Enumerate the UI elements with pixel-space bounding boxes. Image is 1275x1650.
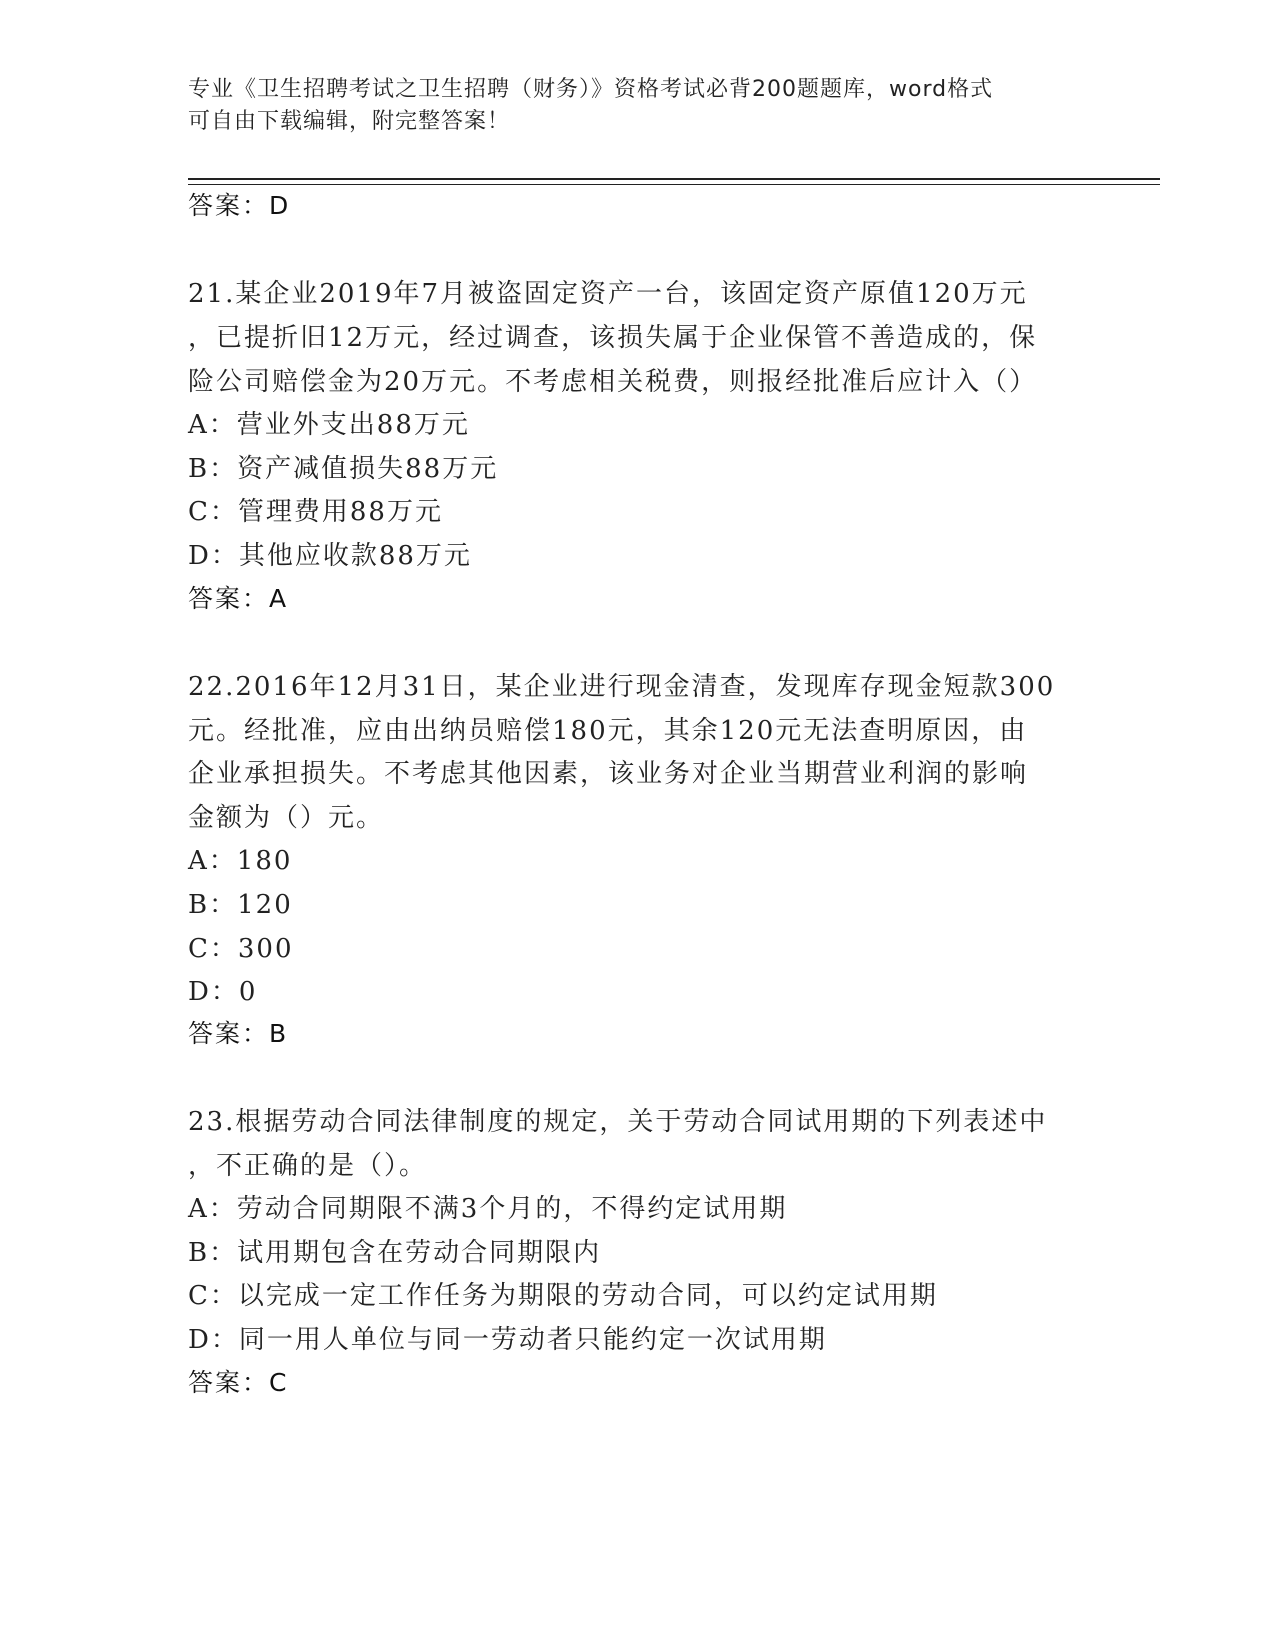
q22-stem-line-3: 企业承担损失。不考虑其他因素，该业务对企业当期营业利润的影响 (188, 759, 1029, 789)
q23-option-d: D：同一用人单位与同一劳动者只能约定一次试用期 (188, 1325, 827, 1355)
q23-option-a: A：劳动合同期限不满3个月的，不得约定试用期 (188, 1194, 788, 1224)
q23-option-b: B：试用期包含在劳动合同期限内 (188, 1238, 602, 1268)
header-divider-thin (188, 184, 1160, 185)
q23-answer: 答案：C (188, 1368, 289, 1397)
header-line-2: 可自由下载编辑，附完整答案！ (188, 109, 511, 134)
q22-option-d: D：0 (188, 977, 258, 1007)
q21-stem-line-2: ，已提折旧12万元，经过调查，该损失属于企业保管不善造成的，保 (188, 323, 1038, 353)
q22-stem-line-1: 22.2016年12月31日，某企业进行现金清查，发现库存现金短款300 (188, 672, 1056, 702)
q21-stem-line-1: 21.某企业2019年7月被盗固定资产一台，该固定资产原值120万元 (188, 279, 1028, 309)
q22-option-a: A：180 (188, 846, 293, 876)
q23-stem-line-1: 23.根据劳动合同法律制度的规定，关于劳动合同试用期的下列表述中 (188, 1107, 1048, 1137)
q22-stem-line-4: 金额为（）元。 (188, 803, 385, 833)
q21-option-c: C：管理费用88万元 (188, 497, 443, 527)
document-header (188, 74, 1068, 138)
q22-option-b: B：120 (188, 890, 293, 920)
header-line-1: 专业《卫生招聘考试之卫生招聘（财务）》资格考试必背200题题库，word格式 (188, 77, 994, 102)
q23-stem-line-2: ，不正确的是（）。 (188, 1151, 428, 1181)
q21-stem-line-3: 险公司赔偿金为20万元。不考虑相关税费，则报经批准后应计入（） (188, 367, 1038, 397)
q21-option-a: A：营业外支出88万元 (188, 410, 470, 440)
q22-answer: 答案：B (188, 1019, 289, 1048)
q22-stem-line-2: 元。经批准，应由出纳员赔偿180元，其余120元无法查明原因，由 (188, 716, 1028, 746)
previous-answer: 答案：D (188, 191, 291, 220)
q21-option-d: D：其他应收款88万元 (188, 541, 472, 571)
q22-option-c: C：300 (188, 934, 294, 964)
q21-option-b: B：资产减值损失88万元 (188, 454, 499, 484)
header-divider-thick (188, 178, 1160, 180)
q23-option-c: C：以完成一定工作任务为期限的劳动合同，可以约定试用期 (188, 1281, 938, 1311)
q21-answer: 答案：A (188, 584, 289, 613)
